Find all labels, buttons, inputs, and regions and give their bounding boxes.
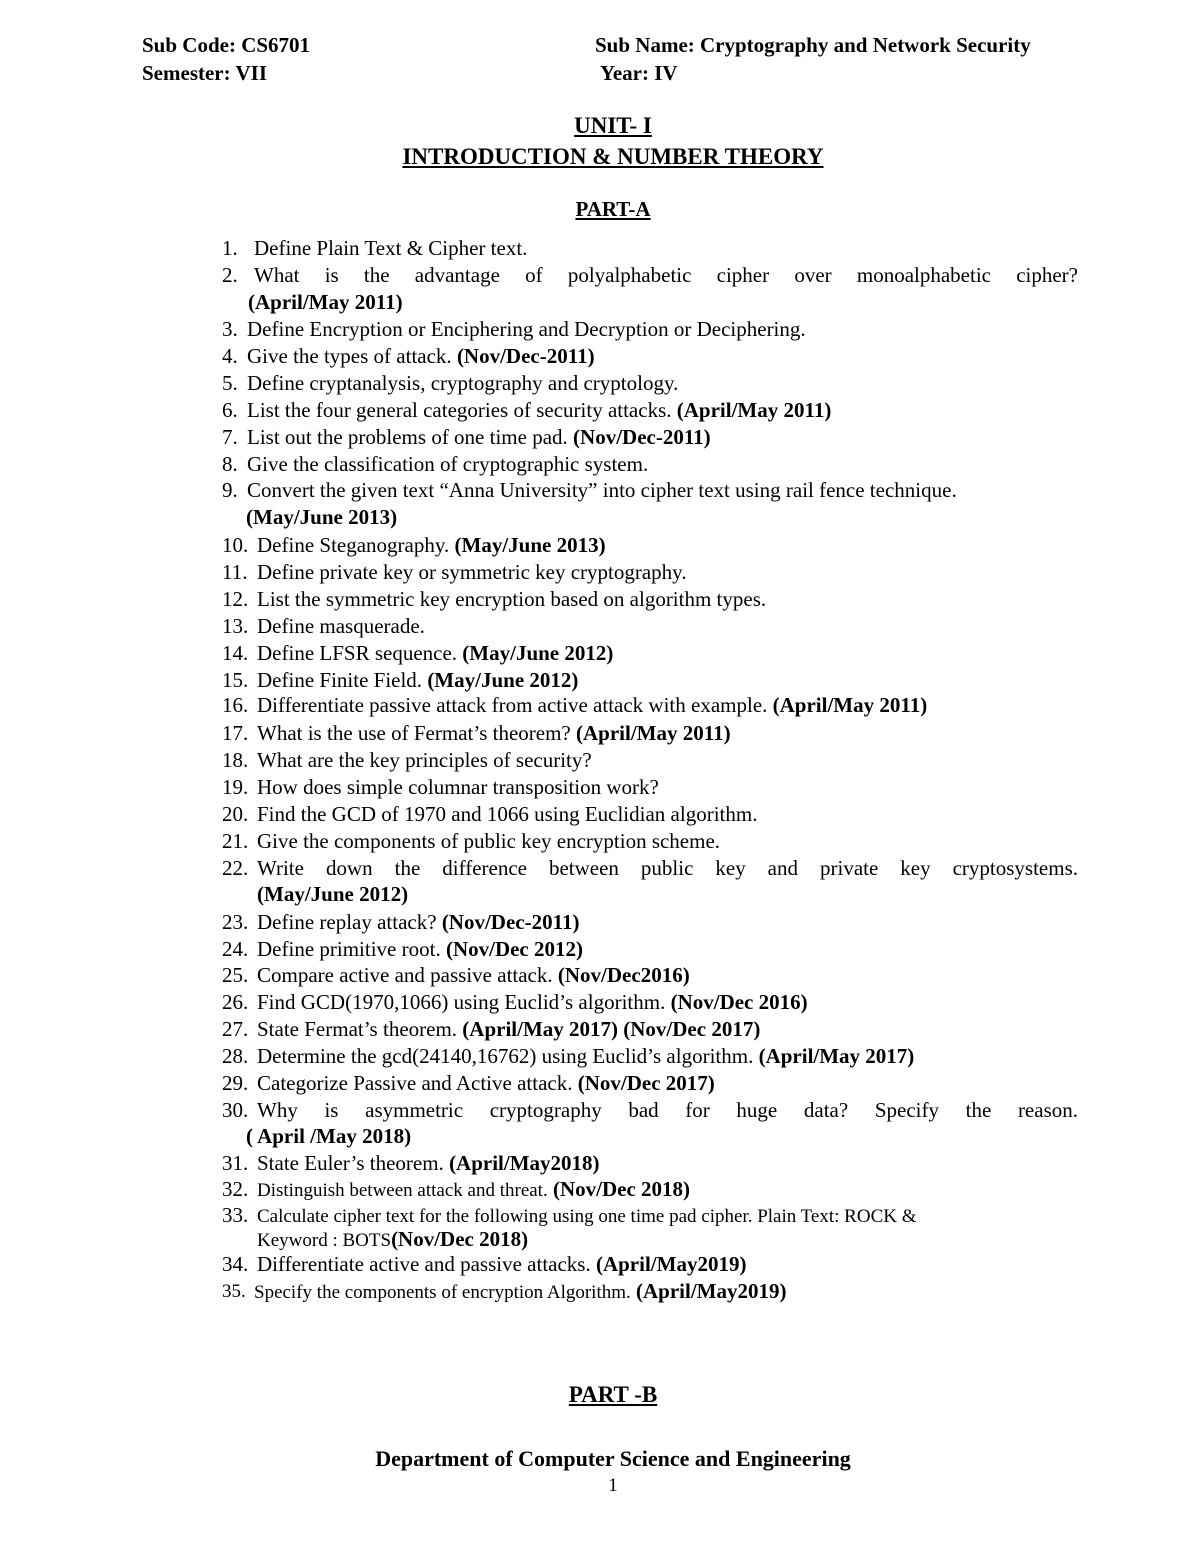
question-number: 20. bbox=[222, 802, 249, 826]
question-text: Define LFSR sequence. bbox=[257, 641, 458, 665]
question-text: Differentiate active and passive attacks. bbox=[257, 1252, 591, 1276]
question-tag: (Nov/Dec 2012) bbox=[445, 937, 583, 961]
question-text-continued: Keyword : BOTS bbox=[257, 1230, 392, 1251]
question-number: 2. bbox=[222, 263, 238, 287]
list-item bbox=[222, 613, 1078, 640]
question-text: What are the key principles of security? bbox=[257, 748, 592, 772]
question-tag: (May/June 2012) bbox=[427, 668, 579, 692]
list-item bbox=[222, 316, 1078, 343]
unit-subtitle: INTRODUCTION & NUMBER THEORY bbox=[402, 144, 824, 169]
semester: Semester: VII bbox=[142, 61, 267, 85]
question-text: Determine the gcd(24140,16762) using Euclid’s algorithm. bbox=[257, 1044, 754, 1068]
list-item bbox=[222, 989, 1078, 1016]
question-text: Define primitive root. bbox=[257, 937, 441, 961]
question-text: Define replay attack? bbox=[257, 910, 437, 934]
part-b-title: PART -B bbox=[568, 1382, 658, 1407]
question-number: 22. bbox=[222, 856, 249, 880]
question-text: How does simple columnar transposition work? bbox=[257, 775, 659, 799]
question-number: 21. bbox=[222, 829, 249, 853]
unit-title: UNIT- I bbox=[574, 113, 652, 138]
question-tag: (April/May 2011) bbox=[772, 693, 928, 717]
list-item bbox=[222, 774, 1078, 801]
list-item bbox=[222, 1043, 1078, 1070]
question-tag: ( April /May 2018) bbox=[246, 1124, 412, 1148]
question-number: 12. bbox=[222, 587, 249, 611]
list-item bbox=[222, 532, 1078, 559]
question-tag: (May/June 2012) bbox=[257, 882, 409, 906]
list-item bbox=[222, 1070, 1078, 1097]
list-item bbox=[222, 370, 1078, 397]
list-item bbox=[222, 262, 1078, 289]
question-text: What is the advantage of polyalphabetic cipher over monoalphabetic cipher? bbox=[254, 263, 1078, 287]
list-item bbox=[222, 559, 1078, 586]
question-number: 1. bbox=[222, 236, 238, 260]
question-tag: (Nov/Dec-2011) bbox=[441, 910, 580, 934]
question-text: What is the use of Fermat’s theorem? bbox=[257, 721, 571, 745]
question-tag: (April/May2019) bbox=[595, 1252, 747, 1276]
question-number: 5. bbox=[222, 371, 238, 395]
list-item bbox=[222, 397, 1078, 424]
question-tag: (April/May2018) bbox=[449, 1151, 600, 1175]
question-number: 33. bbox=[222, 1203, 249, 1227]
question-number: 24. bbox=[222, 937, 249, 961]
question-number: 10. bbox=[222, 533, 249, 557]
question-number: 3. bbox=[222, 317, 238, 341]
question-number: 13. bbox=[222, 614, 249, 638]
list-item bbox=[222, 936, 1078, 963]
question-number: 25. bbox=[222, 963, 249, 987]
question-number: 31. bbox=[222, 1151, 249, 1175]
question-text: List the symmetric key encryption based on algorithm types. bbox=[257, 587, 767, 611]
question-tag: (April/May 2011) bbox=[576, 721, 731, 745]
question-tag: (April/May 2017) bbox=[758, 1044, 915, 1068]
question-tag: (May/June 2013) bbox=[454, 533, 606, 557]
question-text: Define Plain Text & Cipher text. bbox=[254, 236, 528, 260]
list-item bbox=[222, 747, 1078, 774]
question-text: Find GCD(1970,1066) using Euclid’s algorithm. bbox=[257, 990, 666, 1014]
question-number: 23. bbox=[222, 910, 249, 934]
question-text: Compare active and passive attack. bbox=[257, 963, 553, 987]
list-item bbox=[222, 828, 1078, 855]
list-item bbox=[222, 640, 1078, 667]
question-tag: (Nov/Dec 2018) bbox=[391, 1227, 529, 1251]
question-tag: (May/June 2013) bbox=[246, 505, 398, 529]
question-text: Distinguish between attack and threat. bbox=[257, 1180, 548, 1201]
question-text: List the four general categories of security attacks. bbox=[247, 398, 672, 422]
question-text: State Euler’s theorem. bbox=[257, 1151, 444, 1175]
list-item bbox=[222, 1176, 1078, 1204]
question-number: 11. bbox=[222, 560, 248, 584]
list-item bbox=[222, 801, 1078, 828]
question-number: 29. bbox=[222, 1071, 249, 1095]
list-item bbox=[222, 1150, 1078, 1177]
list-item bbox=[222, 235, 1078, 262]
question-text: State Fermat’s theorem. bbox=[257, 1017, 458, 1041]
question-text: Calculate cipher text for the following using one time pad cipher. Plain Text: ROCK & bbox=[257, 1206, 917, 1227]
question-number: 14. bbox=[222, 641, 249, 665]
question-tag: (April/May2019) bbox=[636, 1279, 787, 1303]
question-text: Give the classification of cryptographic system. bbox=[247, 452, 649, 476]
question-text: Specify the components of encryption Algorithm. bbox=[254, 1282, 631, 1303]
question-number: 8. bbox=[222, 452, 238, 476]
list-item bbox=[222, 343, 1078, 370]
year: Year: IV bbox=[600, 61, 678, 85]
question-text: Define Steganography. bbox=[257, 533, 450, 557]
question-tag: (Nov/Dec-2011) bbox=[456, 344, 595, 368]
question-number: 16. bbox=[222, 693, 249, 717]
list-item bbox=[222, 451, 1078, 478]
question-text: Write down the difference between public key and private key cryptosystems. bbox=[257, 856, 1078, 880]
question-text: Give the components of public key encryption scheme. bbox=[257, 829, 721, 853]
question-number: 4. bbox=[222, 344, 238, 368]
page-number: 1 bbox=[608, 1475, 618, 1496]
list-item bbox=[222, 720, 1078, 747]
list-item bbox=[222, 962, 1078, 989]
list-item bbox=[222, 1278, 1078, 1306]
list-item bbox=[222, 1097, 1078, 1124]
list-item bbox=[222, 692, 1078, 719]
question-text: Define Finite Field. bbox=[257, 668, 423, 692]
question-tag: (Nov/Dec 2018) bbox=[552, 1177, 691, 1201]
question-number: 27. bbox=[222, 1017, 249, 1041]
question-text: Define cryptanalysis, cryptography and cryptology. bbox=[247, 371, 679, 395]
question-text: Why is asymmetric cryptography bad for huge data? Specify the reason. bbox=[257, 1098, 1078, 1122]
question-tag: (Nov/Dec 2016) bbox=[670, 990, 808, 1014]
list-item bbox=[222, 477, 1078, 504]
question-text: Categorize Passive and Active attack. bbox=[257, 1071, 573, 1095]
question-number: 15. bbox=[222, 668, 249, 692]
question-tag: (April/May 2011) bbox=[248, 290, 403, 314]
question-tag: (May/June 2012) bbox=[462, 641, 614, 665]
list-item-continuation bbox=[257, 1226, 1057, 1254]
question-text: Convert the given text “Anna University” into cipher text using rail fence technique. bbox=[247, 478, 957, 502]
question-number: 9. bbox=[222, 478, 238, 502]
footer-department: Department of Computer Science and Engineering bbox=[375, 1446, 851, 1471]
question-number: 19. bbox=[222, 775, 249, 799]
question-number: 18. bbox=[222, 748, 249, 772]
list-item bbox=[222, 1251, 1078, 1278]
question-number: 35. bbox=[222, 1281, 246, 1302]
list-item bbox=[222, 1016, 1078, 1043]
list-item bbox=[222, 855, 1078, 882]
question-text: Find the GCD of 1970 and 1066 using Euclidian algorithm. bbox=[257, 802, 758, 826]
question-text: Give the types of attack. bbox=[247, 344, 452, 368]
question-tag: (April/May 2011) bbox=[676, 398, 832, 422]
list-item bbox=[222, 909, 1078, 936]
sub-code: Sub Code: CS6701 bbox=[142, 33, 311, 57]
question-tag: (Nov/Dec 2017) bbox=[577, 1071, 715, 1095]
question-tag: (Nov/Dec2016) bbox=[557, 963, 690, 987]
question-number: 30. bbox=[222, 1098, 249, 1122]
question-number: 17. bbox=[222, 721, 249, 745]
question-text: Define Encryption or Enciphering and Decryption or Deciphering. bbox=[247, 317, 806, 341]
question-tag: (April/May 2017) (Nov/Dec 2017) bbox=[462, 1017, 761, 1041]
question-number: 26. bbox=[222, 990, 249, 1014]
question-text: List out the problems of one time pad. bbox=[247, 425, 568, 449]
question-number: 7. bbox=[222, 425, 238, 449]
list-item bbox=[222, 424, 1078, 451]
part-a-title: PART-A bbox=[575, 197, 651, 221]
question-text: Define private key or symmetric key cryptography. bbox=[257, 560, 687, 584]
question-text: Define masquerade. bbox=[257, 614, 425, 638]
question-number: 28. bbox=[222, 1044, 249, 1068]
question-number: 34. bbox=[222, 1252, 249, 1276]
sub-name: Sub Name: Cryptography and Network Security bbox=[595, 33, 1031, 57]
list-item bbox=[222, 586, 1078, 613]
question-number: 6. bbox=[222, 398, 238, 422]
list-item bbox=[222, 667, 1078, 694]
question-number: 32. bbox=[222, 1177, 249, 1201]
question-text: Differentiate passive attack from active attack with example. bbox=[257, 693, 768, 717]
question-tag: (Nov/Dec-2011) bbox=[573, 425, 711, 449]
